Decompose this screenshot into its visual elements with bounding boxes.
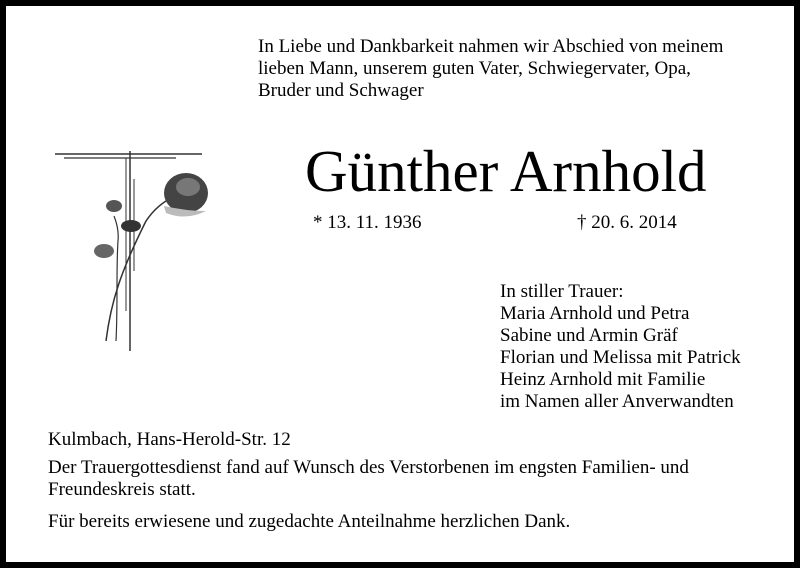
- address: Kulmbach, Hans-Herold-Str. 12: [48, 429, 291, 450]
- intro-line: lieben Mann, unserem guten Vater, Schwiegervater, Opa,: [258, 58, 691, 79]
- mourners-heading: In stiller Trauer:: [500, 281, 624, 302]
- cross-rose-illustration: [46, 151, 226, 371]
- service-line: Freundeskreis statt.: [48, 479, 196, 500]
- service-info: [48, 457, 689, 501]
- mourner-line: Maria Arnhold und Petra: [500, 303, 690, 324]
- service-line: Der Trauergottesdienst fand auf Wunsch des Verstorbenen im engsten Familien- und: [48, 457, 689, 478]
- mourner-line: Sabine und Armin Gräf: [500, 325, 678, 346]
- birth-date: * 13. 11. 1936: [313, 212, 422, 233]
- mourner-line: Heinz Arnhold mit Familie: [500, 369, 706, 390]
- thanks-text: Für bereits erwiesene und zugedachte Anteilnahme herzlichen Dank.: [48, 511, 571, 532]
- mourner-line: Florian und Melissa mit Patrick: [500, 347, 741, 368]
- intro-text: [258, 36, 723, 102]
- intro-line: In Liebe und Dankbarkeit nahmen wir Abschied von meinem: [258, 36, 724, 57]
- mourners-list: [500, 281, 741, 413]
- intro-line: Bruder und Schwager: [258, 80, 424, 101]
- deceased-name: Günther Arnhold: [305, 138, 707, 204]
- mourner-line: im Namen aller Anverwandten: [500, 391, 734, 412]
- death-date: † 20. 6. 2014: [577, 212, 677, 233]
